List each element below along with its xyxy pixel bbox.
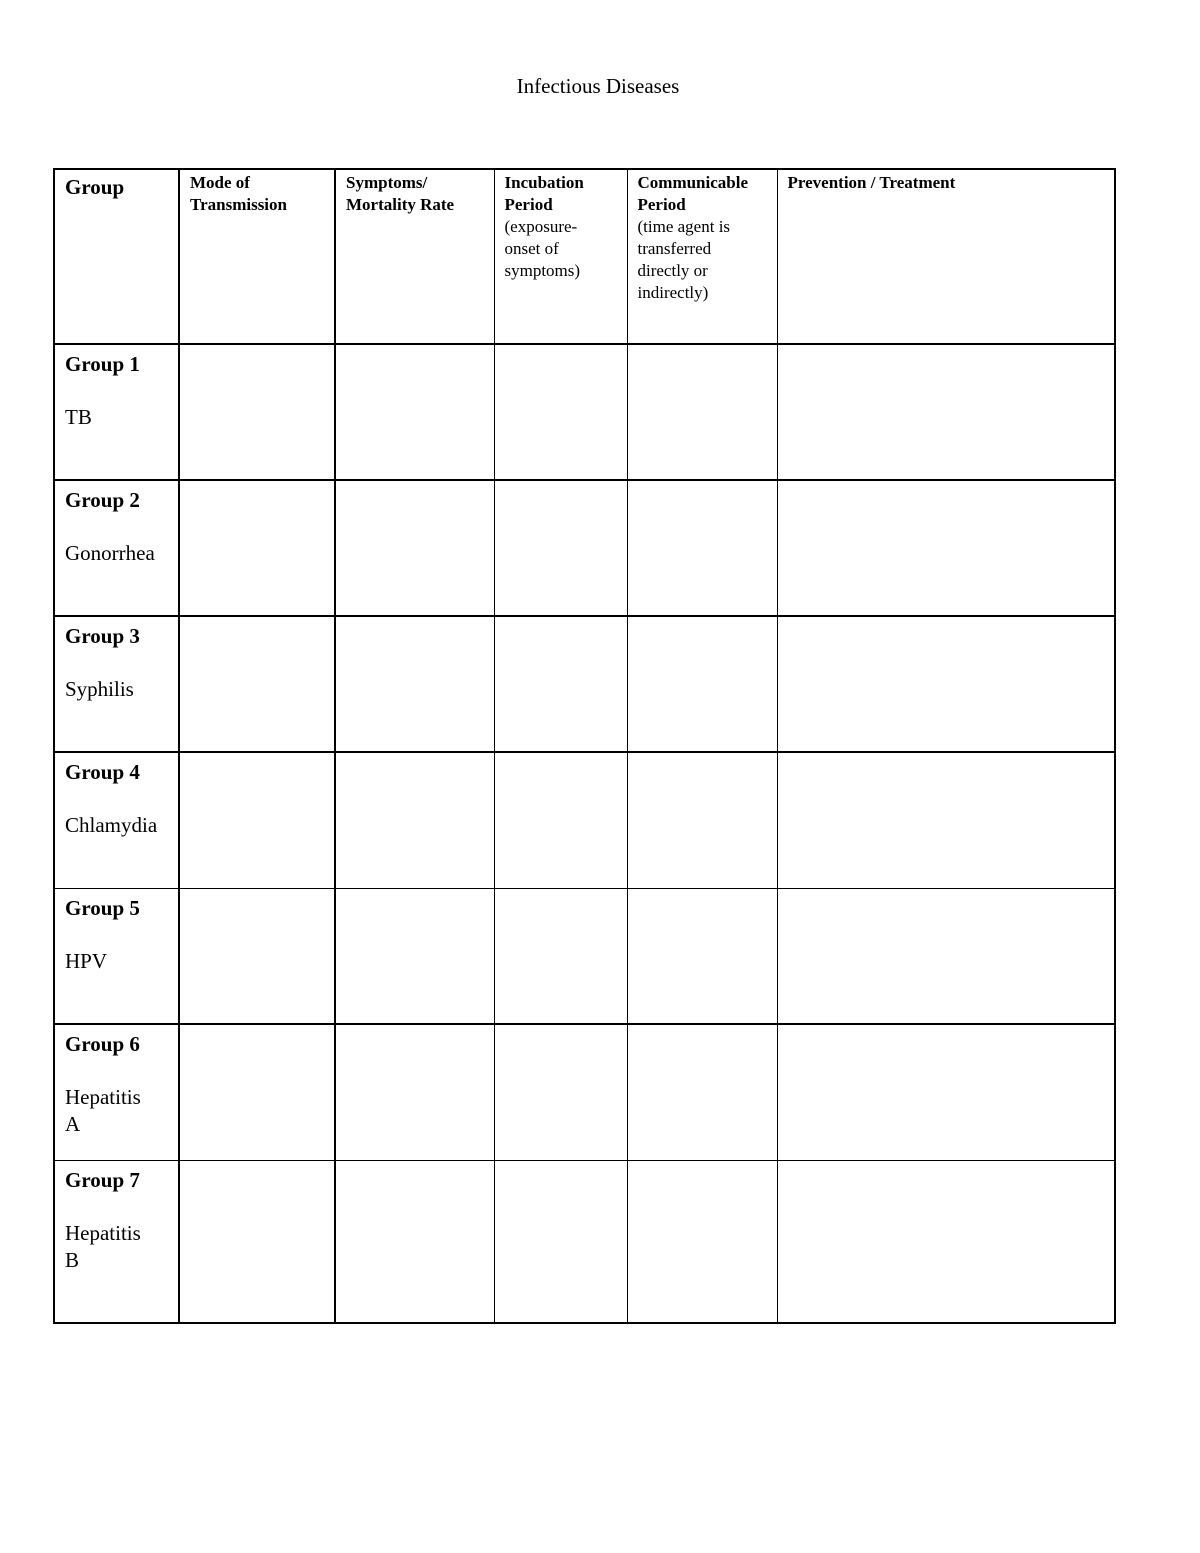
prevention-cell[interactable]: [777, 344, 1115, 480]
infectious-diseases-table: [53, 168, 1116, 1324]
symptoms-cell[interactable]: [335, 480, 494, 616]
group-cell: [54, 344, 179, 480]
header-incubation-note-1: (exposure-: [504, 217, 578, 236]
incubation-cell[interactable]: [494, 1160, 627, 1323]
table-row: [54, 616, 1115, 752]
group-label: Group 5: [65, 895, 140, 920]
disease-name: [65, 1220, 168, 1274]
group-label: Group 2: [65, 488, 140, 512]
disease-name: HPV: [65, 948, 108, 973]
incubation-cell[interactable]: [494, 480, 627, 616]
group-label: Group 1: [65, 352, 140, 376]
symptoms-cell[interactable]: [335, 616, 494, 752]
incubation-cell[interactable]: [494, 752, 627, 888]
document-title: Infectious Diseases: [516, 74, 680, 98]
disease-name-line-2: B: [65, 1247, 80, 1272]
prevention-cell[interactable]: [777, 616, 1115, 752]
group-cell: [54, 888, 179, 1024]
mode-cell[interactable]: [179, 1024, 335, 1160]
communicable-cell[interactable]: [627, 616, 777, 752]
communicable-cell[interactable]: [627, 1160, 777, 1323]
communicable-cell[interactable]: [627, 888, 777, 1024]
header-row: [54, 169, 1115, 344]
prevention-cell[interactable]: [777, 1160, 1115, 1323]
header-symptoms-line-2: Mortality Rate: [346, 195, 455, 214]
header-prevention-treatment: [777, 169, 1115, 344]
disease-name-line-1: Hepatitis: [65, 1220, 141, 1245]
table-row: [54, 1024, 1115, 1160]
header-symptoms: [335, 169, 494, 344]
header-communicable-period: [627, 169, 777, 344]
header-group: [54, 169, 179, 344]
header-mode-of-transmission: [179, 169, 335, 344]
mode-cell[interactable]: [179, 344, 335, 480]
disease-name-line-1: Hepatitis: [65, 1085, 141, 1109]
incubation-cell[interactable]: [494, 1024, 627, 1160]
symptoms-cell[interactable]: [335, 344, 494, 480]
mode-cell[interactable]: [179, 888, 335, 1024]
header-communicable-line-2: Period: [637, 195, 686, 214]
group-cell: [54, 1160, 179, 1323]
communicable-cell[interactable]: [627, 752, 777, 888]
table-row: [54, 344, 1115, 480]
communicable-cell[interactable]: [627, 480, 777, 616]
table-row: [54, 480, 1115, 616]
prevention-cell[interactable]: [777, 752, 1115, 888]
group-label: Group 3: [65, 624, 140, 648]
mode-cell[interactable]: [179, 752, 335, 888]
group-label: Group 7: [65, 1167, 140, 1192]
table-row: [54, 888, 1115, 1024]
header-incubation-period: [494, 169, 627, 344]
group-cell: [54, 752, 179, 888]
disease-name-line-2: A: [65, 1112, 81, 1136]
header-symptoms-line-1: Symptoms/: [346, 173, 428, 192]
header-incubation-line-2: Period: [504, 195, 553, 214]
incubation-cell[interactable]: [494, 344, 627, 480]
mode-cell[interactable]: [179, 480, 335, 616]
group-label: Group 6: [65, 1032, 140, 1056]
prevention-cell[interactable]: [777, 1024, 1115, 1160]
incubation-cell[interactable]: [494, 888, 627, 1024]
symptoms-cell[interactable]: [335, 1024, 494, 1160]
header-group-label: Group: [65, 175, 125, 199]
group-cell: [54, 1024, 179, 1160]
mode-cell[interactable]: [179, 616, 335, 752]
prevention-cell[interactable]: [777, 888, 1115, 1024]
header-incubation-note-3: symptoms): [504, 261, 581, 280]
symptoms-cell[interactable]: [335, 752, 494, 888]
header-incubation-note-2: onset of: [504, 239, 559, 258]
communicable-cell[interactable]: [627, 1024, 777, 1160]
header-mode-line-1: Mode of: [190, 173, 250, 192]
prevention-cell[interactable]: [777, 480, 1115, 616]
communicable-cell[interactable]: [627, 344, 777, 480]
header-communicable-note-2: transferred: [637, 239, 712, 258]
table-row: [54, 752, 1115, 888]
group-label: Group 4: [65, 760, 140, 784]
disease-name: TB: [65, 405, 92, 429]
header-incubation-line-1: Incubation: [504, 173, 584, 192]
header-communicable-note-4: indirectly): [637, 283, 709, 302]
mode-cell[interactable]: [179, 1160, 335, 1323]
disease-name: Syphilis: [65, 677, 134, 701]
symptoms-cell[interactable]: [335, 888, 494, 1024]
header-communicable-note-1: (time agent is: [637, 217, 731, 236]
disease-name: Gonorrhea: [65, 541, 155, 565]
header-communicable-line-1: Communicable: [637, 173, 748, 192]
header-prevention-label: Prevention / Treatment: [787, 173, 956, 192]
group-cell: [54, 616, 179, 752]
disease-name: Chlamydia: [65, 813, 158, 837]
header-mode-line-2: Transmission: [190, 195, 287, 214]
table-row: [54, 1160, 1115, 1323]
disease-name: [65, 1084, 168, 1138]
header-communicable-note-3: directly or: [637, 261, 708, 280]
incubation-cell[interactable]: [494, 616, 627, 752]
symptoms-cell[interactable]: [335, 1160, 494, 1323]
group-cell: [54, 480, 179, 616]
